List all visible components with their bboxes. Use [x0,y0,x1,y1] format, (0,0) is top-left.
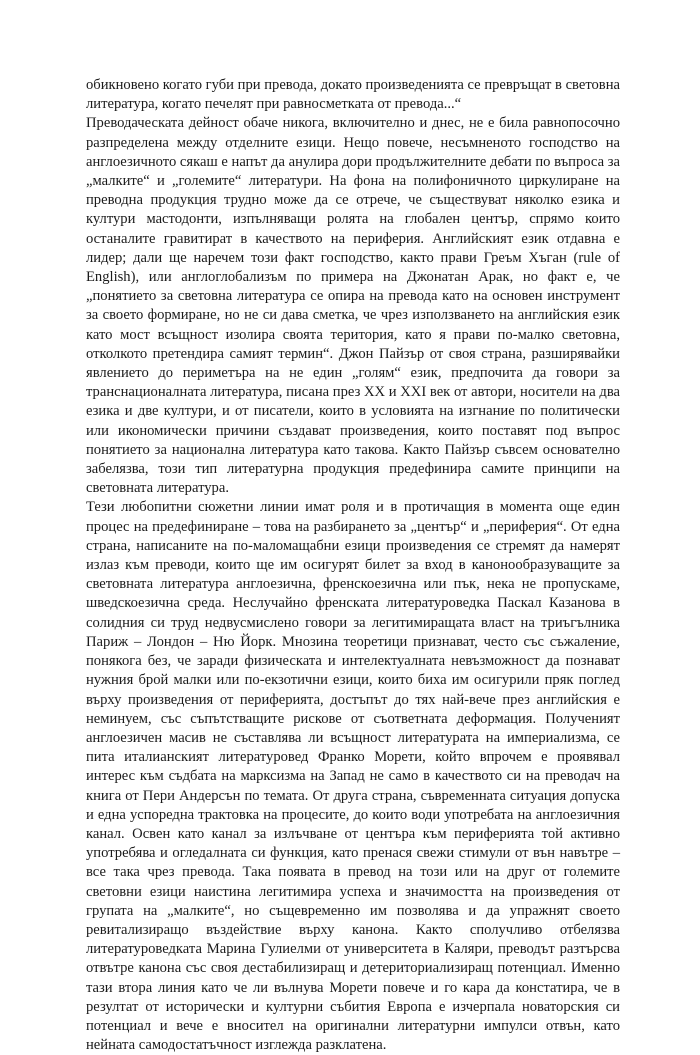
paragraph-center-periphery: Тези любопитни сюжетни линии имат роля и в протичащия в момента още един процес на предефиниране – това на разбирането за „център“ и „периферия“. От една страна, написаните на по-маломащабни езици произведения се стремят да намерят излаз към преводи, които ще им осигурят билет за вход в канонообразуващите за световната литература англоезична, френскоезична или пък, нека не пропускаме, шведскоезична среда. Неслучайно френската литературоведка Паскал Казанова в солидния си труд недвусмислено говори за легитимиращата власт на триъгълника Париж – Лондон – Ню Йорк. Мнозина теоретици признават, често със съжаление, понякога без, че заради физическата и интелектуалната невъзможност да познават нужния брой малки или по-екзотични езици, които биха им осигурили пряк поглед върху произведения от периферията, достъпът до тях най-вече през английския е неминуем, със съпътстващите рискове от съответната деформация. Полученият англоезичен масив не съставлява ли всъщност литературата на империализма, се пита италианският литературовед Франко Морети, който впрочем е проявявал интерес към съдбата на марксизма на Запад не само в качеството си на преводач на книга от Пери Андерсън по темата. От друга страна, съвременната ситуация допуска и една успоредна трактовка на процесите, до които води употребата на англоезичния канал. Освен като канал за излъчване от центъра към периферията той активно употребява и огледалната си функция, като пренася свежи стимули от вън навътре – все така чрез превода. Така появата в превод на този или на друг от големите световни езици наистина легитимира успеха и значимостта на произведения от групата на „малките“, но същевременно им позволява и да упражнят своето ревитализиращо въздействие върху канона. Както сполучливо отбелязва литературоведката Марина Гулиелми от университета в Каляри, преводът разтърсва отвътре канона със своя дестабилизиращ и детериториализиращ потенциал. Именно тази втора линия като че ли вълнува Морети повече и го кара да констатира, че в резултат от исторически и културни събития Европа е изчерпала новаторския си потенциал и вече е вносител на оригинални литературни импулси отвън, като нейната самодостатъчност изглежда разклатена. [86,499,620,1054]
paragraph-translation-dominance: Преводаческата дейност обаче никога, включително и днес, не е била равнопосочно разпределена между отделните езици. Нещо повече, несъмненото господство на англоезичното сякаш е напът да анулира дори продължителните дебати по въпроса за „малките“ и „големите“ литератури. На фона на полифоничното циркулиране на преводна продукция трудно може да се отрече, че съществуват няколко езика и култури мастодонти, изпълняващи ролята на глобален център, спрямо които останалите гравитират в качеството на периферия. Английският език отдавна е лидер; дали ще наречем този факт господство, както прави Греъм Хъган (rule of English), или англоглобализъм по примера на Джонатан Арак, но факт е, че „понятието за световна литература се опира на превода като на основен инструмент за своето формиране, но не си дава сметка, че чрез използването на английския език като мост всъщност изолира своята територия, като я прави по-малко световна, отколкото претендира самият термин“. Джон Пайзър от своя страна, разширявайки явлението до периметъра на не един „голям“ език, предпочита да говори за транснационалната литература, писана през XX и XXI век от автори, носители на два езика и две култури, и от писатели, които в условията на изгнание по политически или икономически причини създават произведения, които поставят под въпрос понятието за национална литература като такова. Както Пайзър съвсем основателно забелязва, този тип литературна продукция предефинира самите принципи на световната литература. [86,115,620,497]
document-page [86,76,620,1055]
paragraph-continuation: обикновено когато губи при превода, докато произведенията се превръщат в световна литература, когато печелят при равносметката от превода...“ [86,77,620,113]
